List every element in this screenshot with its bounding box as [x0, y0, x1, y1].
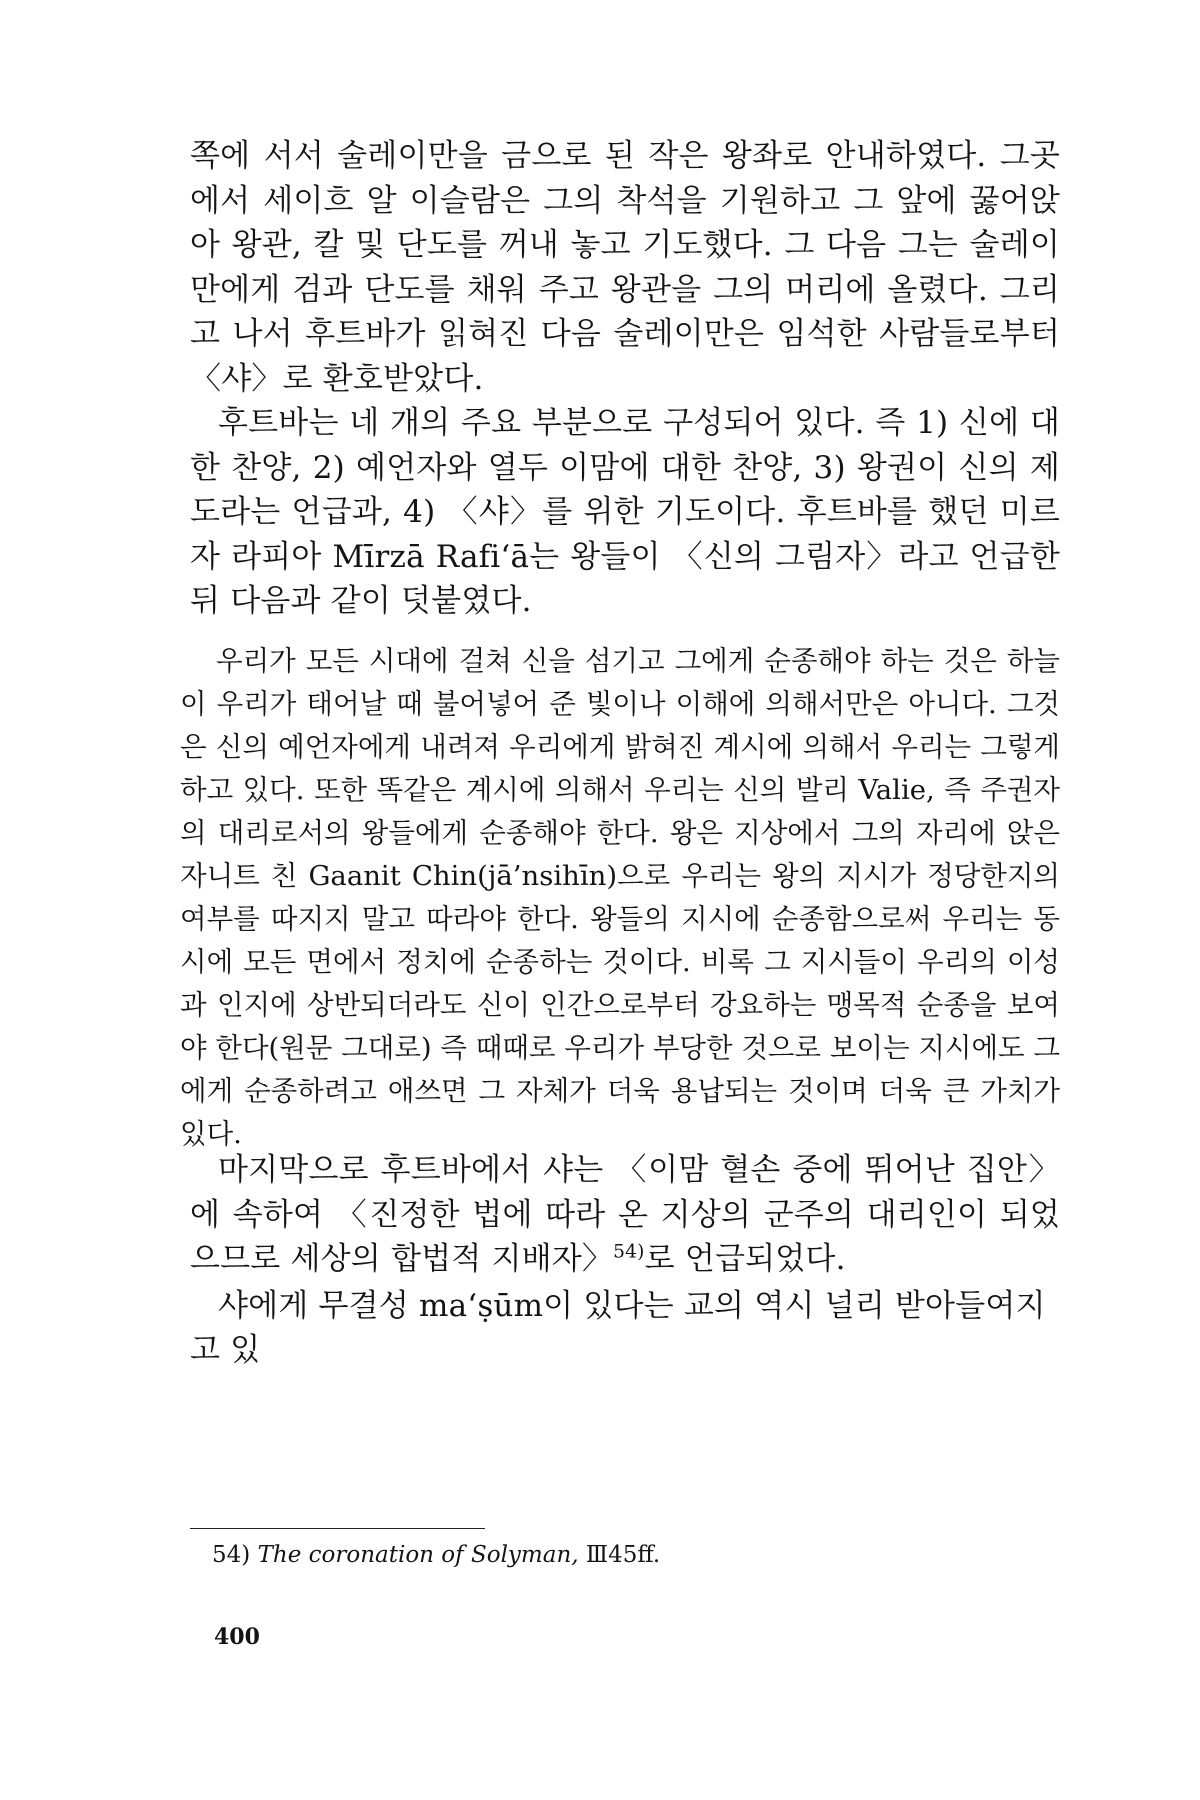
body-text-top [190, 134, 1060, 624]
paragraph-khutba-parts: 후트바는 네 개의 주요 부분으로 구성되어 있다. 즉 1) 신에 대한 찬양, 2) 예언자와 열두 이맘에 대한 찬양, 3) 왕권이 신의 제도라는 언급과, 4) 〈샤〉를 위한 기도이다. 후트바를 했던 미르자 라피아 Mīrzā Rafi‘ā는 왕들이 〈신의 그림자〉라고 언급한 뒤 다음과 같이 덧붙였다. [190, 405, 1060, 619]
paragraph-masum: 샤에게 무결성 ma‘ṣūm이 있다는 교의 역시 널리 받아들여지고 있 [190, 1287, 1046, 1368]
footnote-divider [190, 1528, 485, 1529]
footnote [212, 1540, 660, 1570]
paragraph-shah-description [190, 1148, 1060, 1282]
body-text-bottom [190, 1148, 1060, 1373]
block-quote [180, 640, 1060, 1156]
footnote-marker: 54) [613, 1241, 645, 1263]
footnote-reference: Ⅲ45ff. [585, 1542, 661, 1568]
paragraph-coronation: 쪽에 서서 술레이만을 금으로 된 작은 왕좌로 안내하였다. 그곳에서 세이흐 알 이슬람은 그의 착석을 기원하고 그 앞에 꿇어앉아 왕관, 칼 및 단도를 꺼내 놓고 기도했다. 그 다음 그는 술레이만에게 검과 단도를 채워 주고 왕관을 그의 머리에 올렸다. 그리고 나서 후트바가 읽혀진 다음 술레이만은 임석한 사람들로부터 〈샤〉로 환호받았다. [190, 138, 1060, 397]
page-number: 400 [214, 1624, 260, 1650]
footnote-number: 54) [212, 1542, 251, 1568]
paragraph-shah-tail: 로 언급되었다. [644, 1241, 846, 1277]
paragraph-shah-text: 마지막으로 후트바에서 샤는 〈이맘 혈손 중에 뛰어난 집안〉에 속하여 〈진정한 법에 따라 온 지상의 군주의 대리인이 되었으므로 세상의 합법적 지배자〉 [190, 1152, 1060, 1277]
footnote-title: The coronation of Solyman, [257, 1542, 579, 1568]
quote-text: 우리가 모든 시대에 걸쳐 신을 섬기고 그에게 순종해야 하는 것은 하늘이 우리가 태어날 때 불어넣어 준 빛이나 이해에 의해서만은 아니다. 그것은 신의 예언자에게 내려져 우리에게 밝혀진 계시에 의해서 우리는 그렇게 하고 있다. 또한 똑같은 계시에 의해서 우리는 신의 발리 Valie, 즉 주권자의 대리로서의 왕들에게 순종해야 한다. 왕은 지상에서 그의 자리에 앉은 자니트 친 Gaanit Chin(jā’nsihīn)으로 우리는 왕의 지시가 정당한지의 여부를 따지지 말고 따라야 한다. 왕들의 지시에 순종함으로써 우리는 동시에 모든 면에서 정치에 순종하는 것이다. 비록 그 지시들이 우리의 이성과 인지에 상반되더라도 신이 인간으로부터 강요하는 맹목적 순종을 보여야 한다(원문 그대로) 즉 때때로 우리가 부당한 것으로 보이는 지시에도 그에게 순종하려고 애쓰면 그 자체가 더욱 용납되는 것이며 더욱 큰 가치가 있다. [180, 645, 1060, 1150]
